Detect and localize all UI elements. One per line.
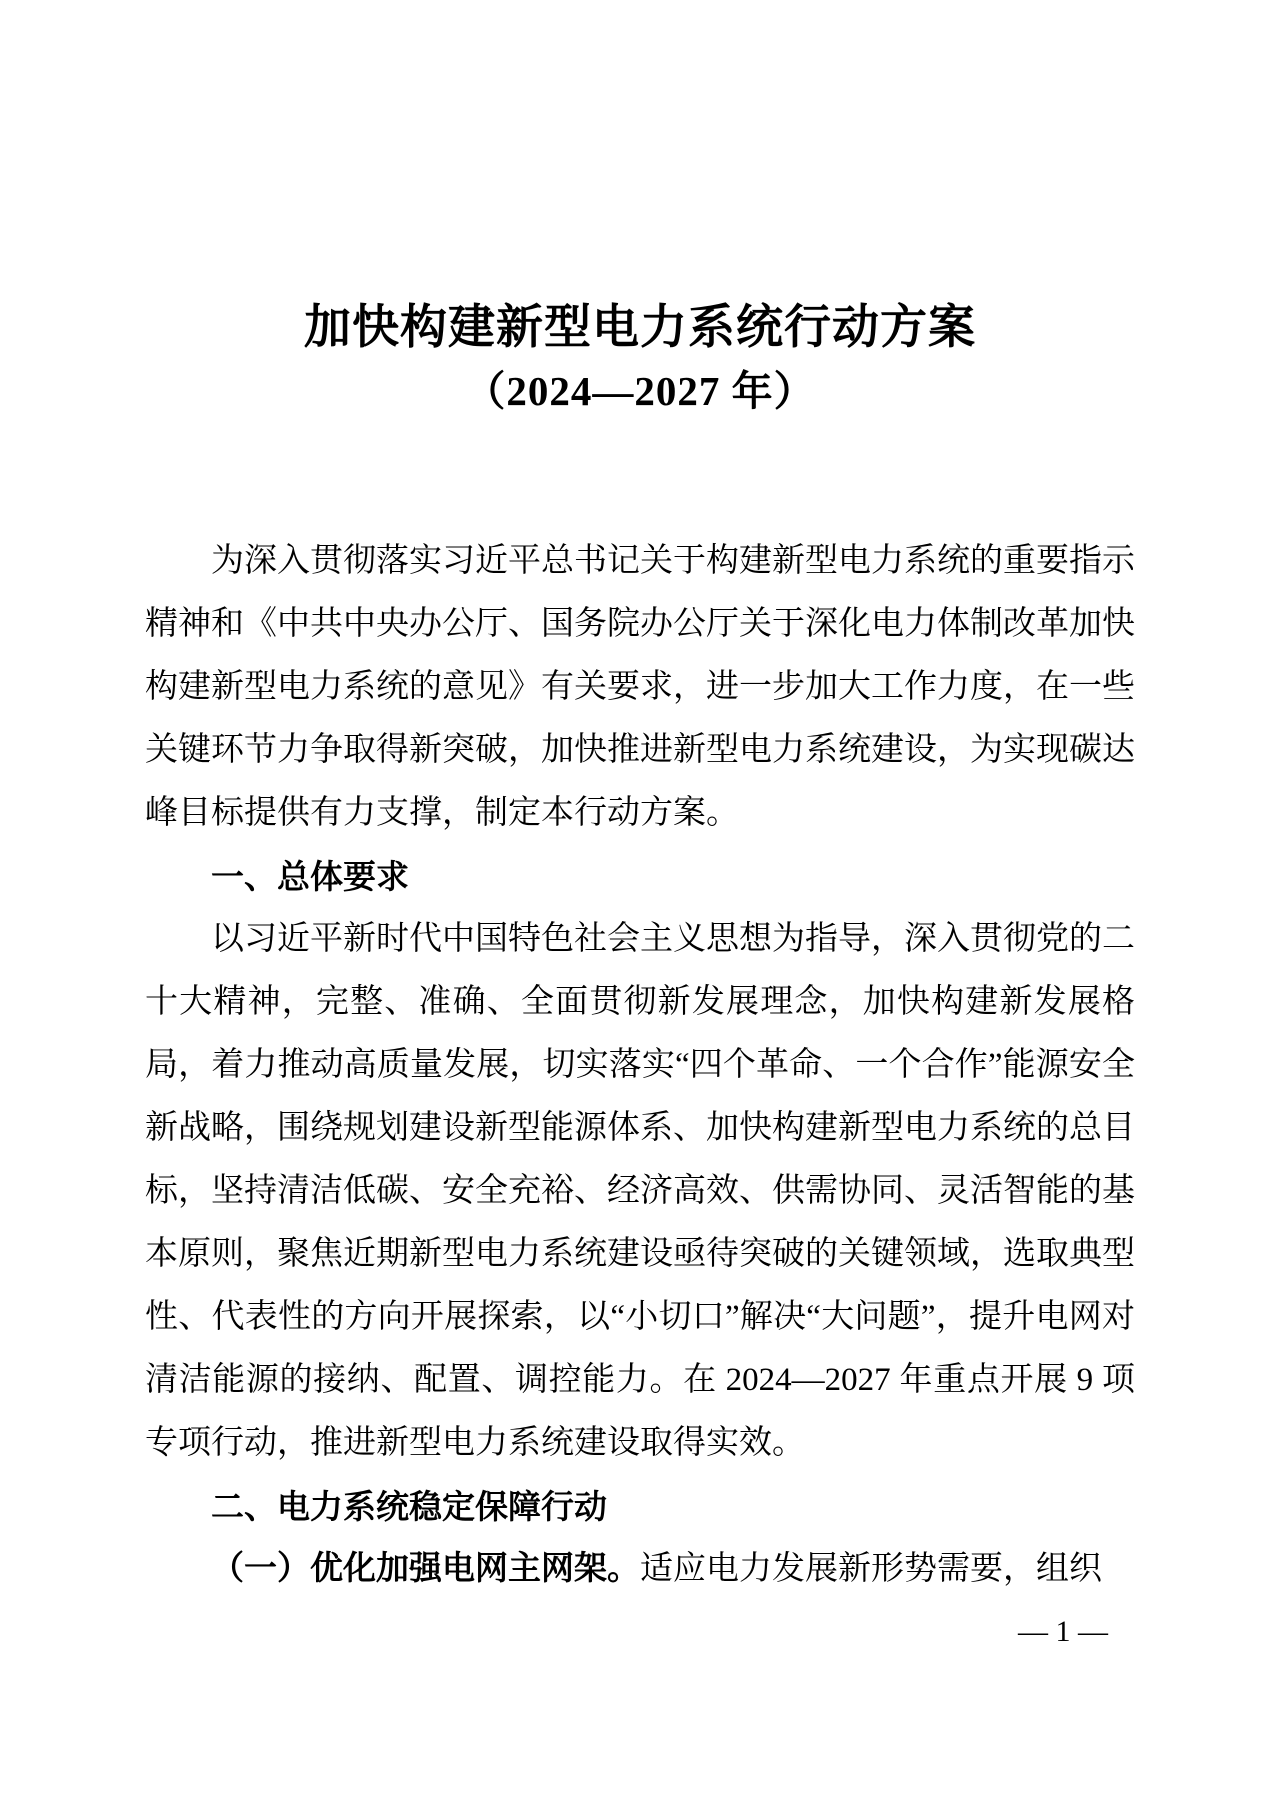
section-heading-overall-requirements: 一、总体要求 bbox=[211, 858, 409, 895]
action-item-1-title: （一）优化加强电网主网架。 bbox=[211, 1551, 640, 1587]
document-title-block bbox=[145, 297, 1135, 423]
document-body bbox=[145, 530, 1135, 1601]
page-number: — 1 — bbox=[1018, 1615, 1108, 1648]
paragraph-action-item-1 bbox=[145, 1538, 1135, 1601]
document-title-line2: （2024—2027 年） bbox=[464, 368, 816, 414]
paragraph-overall-requirements: 以习近平新时代中国特色社会主义思想为指导，深入贯彻党的二十大精神，完整、准确、全面贯彻新发展理念，加快构建新发展格局，着力推动高质量发展，切实落实“四个革命、一个合作”能源安全新战略，围绕规划建设新型能源体系、加快构建新型电力系统的总目标，坚持清洁低碳、安全充裕、经济高效、供需协同、灵活智能的基本原则，聚焦近期新型电力系统建设亟待突破的关键领域，选取典型性、代表性的方向开展探索，以“小切口”解决“大问题”，提升电网对清洁能源的接纳、配置、调控能力。在 2024—2027 年重点开展 9 项专项行动，推进新型电力系统建设取得实效。 bbox=[145, 921, 1135, 1461]
section-heading-stability-action: 二、电力系统稳定保障行动 bbox=[211, 1488, 607, 1525]
action-item-1-text: 适应电力发展新形势需要，组织 bbox=[640, 1551, 1102, 1587]
paragraph-intro: 为深入贯彻落实习近平总书记关于构建新型电力系统的重要指示精神和《中共中央办公厅、国务院办公厅关于深化电力体制改革加快构建新型电力系统的意见》有关要求，进一步加大工作力度，在一些关键环节力争取得新突破，加快推进新型电力系统建设，为实现碳达峰目标提供有力支撑，制定本行动方案。 bbox=[145, 543, 1135, 831]
document-title-line1: 加快构建新型电力系统行动方案 bbox=[304, 302, 976, 354]
